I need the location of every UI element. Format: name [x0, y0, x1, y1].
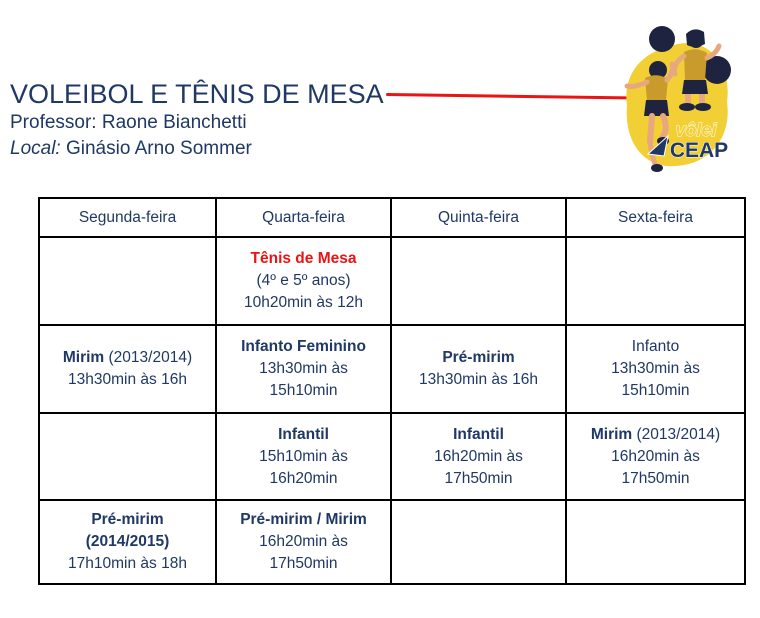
activity-time: 15h10min [269, 382, 338, 399]
activity-name: Pré-mirim [442, 349, 515, 366]
cell-r1-segunda-empty [39, 237, 216, 325]
schedule-row-4 [39, 500, 745, 584]
activity-time: 15h10min [621, 382, 690, 399]
activity-time: 16h20min às [259, 533, 348, 550]
column-header-segunda: Segunda-feira [39, 198, 216, 237]
activity-time: 17h50min [269, 555, 338, 572]
title-connector-line [386, 93, 638, 100]
cell-r1-sexta-empty [566, 237, 745, 325]
schedule-row-1 [39, 237, 745, 325]
activity-name: Infantil [278, 425, 329, 443]
cell-r3-quarta [216, 413, 391, 500]
column-header-quarta: Quarta-feira [216, 198, 391, 237]
volei-ceap-logo [612, 8, 750, 180]
activity-time: 17h50min [444, 469, 513, 487]
activity-name: Mirim (2013/2014) [62, 349, 193, 366]
location-line [10, 138, 252, 160]
cell-r4-segunda [39, 500, 216, 584]
schedule-table [38, 197, 746, 585]
cell-r2-quarta [216, 325, 391, 413]
activity-time: 17h50min [621, 469, 690, 487]
column-header-sexta: Sexta-feira [566, 198, 745, 237]
cell-r4-quinta-empty [391, 500, 566, 584]
cell-r3-quinta [391, 413, 566, 500]
activity-name: Tênis de Mesa [250, 250, 357, 267]
activity-time: 13h30min às 16h [68, 371, 187, 388]
schedule-row-3 [39, 413, 745, 500]
activity-name: Infantil [453, 425, 504, 443]
activity-time: 13h30min às 16h [419, 371, 538, 388]
activity-time: 13h30min às [611, 360, 700, 377]
activity-time: 15h10min às [259, 447, 348, 465]
header-row [39, 198, 745, 237]
activity-name: Pré-mirim [91, 511, 164, 528]
activity-name: Infanto [631, 338, 680, 355]
cell-r4-quarta [216, 500, 391, 584]
cell-r2-sexta [566, 325, 745, 413]
location-value: Ginásio Arno Sommer [65, 138, 252, 159]
activity-time: 10h20min às 12h [244, 294, 363, 311]
cell-r1-quinta-empty [391, 237, 566, 325]
volleyball-icon [649, 26, 675, 52]
activity-name: Infanto Feminino [241, 338, 366, 355]
cell-r1-quarta [216, 237, 391, 325]
activity-name: Pré-mirim / Mirim [240, 511, 367, 528]
cell-r2-segunda [39, 325, 216, 413]
logo-text-volei: vôlei [675, 120, 717, 140]
cell-r3-segunda-empty [39, 413, 216, 500]
cell-r4-sexta-empty [566, 500, 745, 584]
logo-text-ceap: CEAP [669, 139, 729, 162]
column-header-quinta: Quinta-feira [391, 198, 566, 237]
cell-r3-sexta [566, 413, 745, 500]
activity-time: 17h10min às 18h [68, 555, 187, 572]
location-label: Local: [10, 138, 61, 159]
activity-time: 16h20min às [611, 447, 700, 465]
activity-detail: (4º e 5º anos) [256, 272, 351, 289]
activity-time: 13h30min às [259, 360, 348, 377]
activity-time: 16h20min às [434, 447, 523, 465]
activity-name: Mirim (2013/2014) [590, 425, 721, 443]
cell-r2-quinta [391, 325, 566, 413]
volleyball-logo-illustration [612, 8, 750, 180]
page-title: VOLEIBOL E TÊNIS DE MESA [10, 79, 384, 109]
activity-name-year: (2014/2015) [85, 533, 170, 550]
professor-line: Professor: Raone Bianchetti [10, 112, 247, 133]
schedule-row-2 [39, 325, 745, 413]
activity-time: 16h20min [269, 469, 338, 487]
